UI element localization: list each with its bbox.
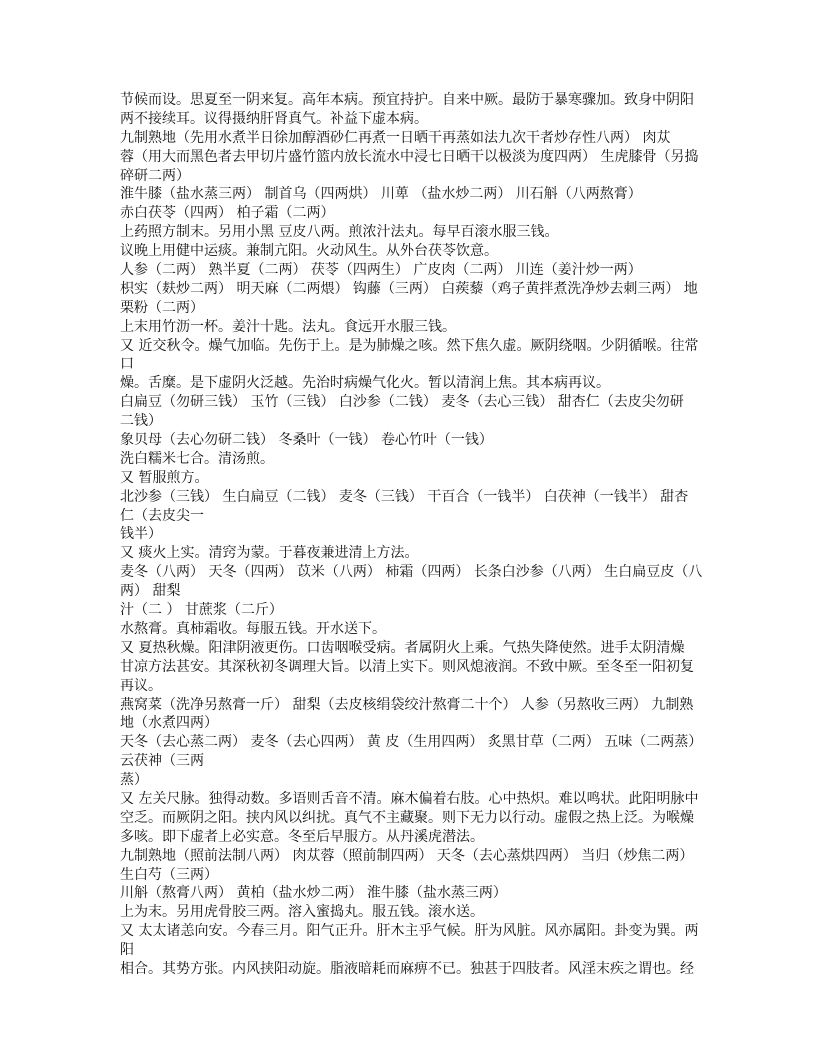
text-line: 枳实（麸炒二两） 明天麻（二两煨） 钩藤（三两） 白蒺藜（鸡子黄拌煮洗净炒去刺三两） 地 xyxy=(120,280,698,297)
text-line: 九制熟地（照前法制八两） 肉苁蓉（照前制四两） 天冬（去心蒸烘四两） 当归（炒焦二两） xyxy=(120,847,694,864)
text-line: 再议。 xyxy=(120,677,162,694)
text-line: 人参（二两） 熟半夏（二两） 茯苓（四两生） 广皮肉（二两） 川连（姜汁炒一两） xyxy=(120,262,642,279)
text-line: 川斛（熬膏八两） 黄柏（盐水炒二两） 淮牛膝（盐水蒸三两） xyxy=(120,885,507,902)
text-line: 燥。舌糜。是下虚阴火泛越。先治时病燥气化火。暂以清润上焦。其本病再议。 xyxy=(120,375,610,392)
text-line: 甘凉方法甚安。其深秋初冬调理大旨。以清上实下。则风熄液润。不致中厥。至冬至一阳初复 xyxy=(120,658,694,675)
text-line: 碎研二两） xyxy=(120,167,190,184)
text-line: 上药照方制末。另用小黑 豆皮八两。煎浓汁法丸。每早百滚水服三钱。 xyxy=(120,224,559,241)
text-line: 麦冬（八两） 天冬（四两） 苡米（八两） 柿霜（四两） 长条白沙参（八两） 生白扁豆皮（八 xyxy=(120,564,703,581)
text-line: 燕窝菜（洗净另熬膏一斤） 甜梨（去皮核绢袋绞汁熬膏二十个） 人参（另熬收三两） 九制熟 xyxy=(120,696,694,713)
text-line: 蓉（用大而黑色者去甲切片盛竹篮内放长流水中浸七日晒干以极淡为度四两） 生虎膝骨（另捣 xyxy=(120,148,699,165)
text-line: 上末用竹沥一杯。姜汁十匙。法丸。食远开水服三钱。 xyxy=(120,318,456,335)
text-line: 生白芍（三两） xyxy=(120,866,218,883)
text-line: 空乏。而厥阴之阳。挟内风以纠扰。真气不主藏聚。则下无力以行动。虚假之热上泛。为喉燥 xyxy=(120,809,694,826)
text-line: 洗白糯米七合。清汤煎。 xyxy=(120,450,274,467)
text-line: 钱半） xyxy=(120,526,162,543)
text-line: 又 近交秋令。燥气加临。先伤于上。是为肺燥之咳。然下焦久虚。厥阴绕咽。少阴循喉。往常 xyxy=(120,337,699,354)
text-line: 水熬膏。真柿霜收。每服五钱。开水送下。 xyxy=(120,620,386,637)
text-line: 议晚上用健中运痰。兼制亢阳。火动风生。从外台茯苓饮意。 xyxy=(120,243,498,260)
text-line: 云茯神（三两 xyxy=(120,753,204,770)
text-line: 又 痰火上实。清窍为蒙。于暮夜兼进清上方法。 xyxy=(120,545,419,562)
text-line: 九制熟地（先用水煮半日徐加醇酒砂仁再煮一日晒干再蒸如法九次干者炒存性八两） 肉苁 xyxy=(120,129,671,146)
text-line: 白扁豆（勿研三钱） 玉竹（三钱） 白沙参（二钱） 麦冬（去心三钱） 甜杏仁（去皮尖勿研 xyxy=(120,394,684,411)
text-line: 北沙参（三钱） 生白扁豆（二钱） 麦冬（三钱） 干百合（一钱半） 白茯神（一钱半） 甜杏 xyxy=(120,488,689,505)
text-line: 地（水煮四两） xyxy=(120,715,218,732)
document-body xyxy=(120,91,720,979)
text-line: 二钱） xyxy=(120,413,162,430)
text-line: 口 xyxy=(120,356,134,373)
text-line: 阳 xyxy=(120,942,134,959)
text-line: 象贝母（去心勿研二钱） 冬桑叶（一钱） 卷心竹叶（一钱） xyxy=(120,432,493,449)
text-line: 又 夏热秋燥。阳津阴液更伤。口齿咽喉受病。者属阴火上乘。气热失降使然。进手太阴清燥 xyxy=(120,639,685,656)
text-line: 天冬（去心蒸二两） 麦冬（去心四两） 黄 皮（生用四两） 炙黑甘草（二两） 五味（二两蒸） xyxy=(120,734,703,751)
text-line: 上为末。另用虎骨胶三两。溶入蜜捣丸。服五钱。滚水送。 xyxy=(120,904,484,921)
text-line: 淮牛膝（盐水蒸三两） 制首乌（四两烘） 川萆 （盐水炒二两） 川石斛（八两熬膏） xyxy=(120,186,642,203)
text-line: 两不接续耳。议得摄纳肝肾真气。补益下虚本病。 xyxy=(120,110,428,127)
text-line: 赤白茯苓（四两） 柏子霜（二两） xyxy=(120,205,335,222)
text-line: 相合。其势方张。内风挟阳动旋。脂液暗耗而麻痹不已。独甚于四肢者。风淫末疾之谓也。经 xyxy=(120,960,694,977)
text-line: 节候而设。思夏至一阴来复。高年本病。预宜持护。自来中厥。最防于暴寒骤加。致身中阴阳 xyxy=(120,92,694,108)
text-line: 又 暂服煎方。 xyxy=(120,469,209,486)
text-line: 又 左关尺脉。独得动数。多语则舌音不清。麻木偏着右肢。心中热炽。难以鸣状。此阳明脉中 xyxy=(120,790,699,807)
text-line: 栗粉（二两） xyxy=(120,299,204,316)
text-line: 又 太太诸恙向安。今春三月。阳气正升。肝木主乎气候。肝为风脏。风亦属阳。卦变为巽。两 xyxy=(120,923,699,940)
text-line: 多咳。即下虚者上必实意。冬至后早服方。从丹溪虎潜法。 xyxy=(120,828,484,845)
text-line: 仁（去皮尖一 xyxy=(120,507,204,524)
text-line: 汁（二 ） 甘蔗浆（二斤） xyxy=(120,602,283,619)
text-line: 两） 甜梨 xyxy=(120,583,181,600)
text-line: 蒸） xyxy=(120,772,148,789)
